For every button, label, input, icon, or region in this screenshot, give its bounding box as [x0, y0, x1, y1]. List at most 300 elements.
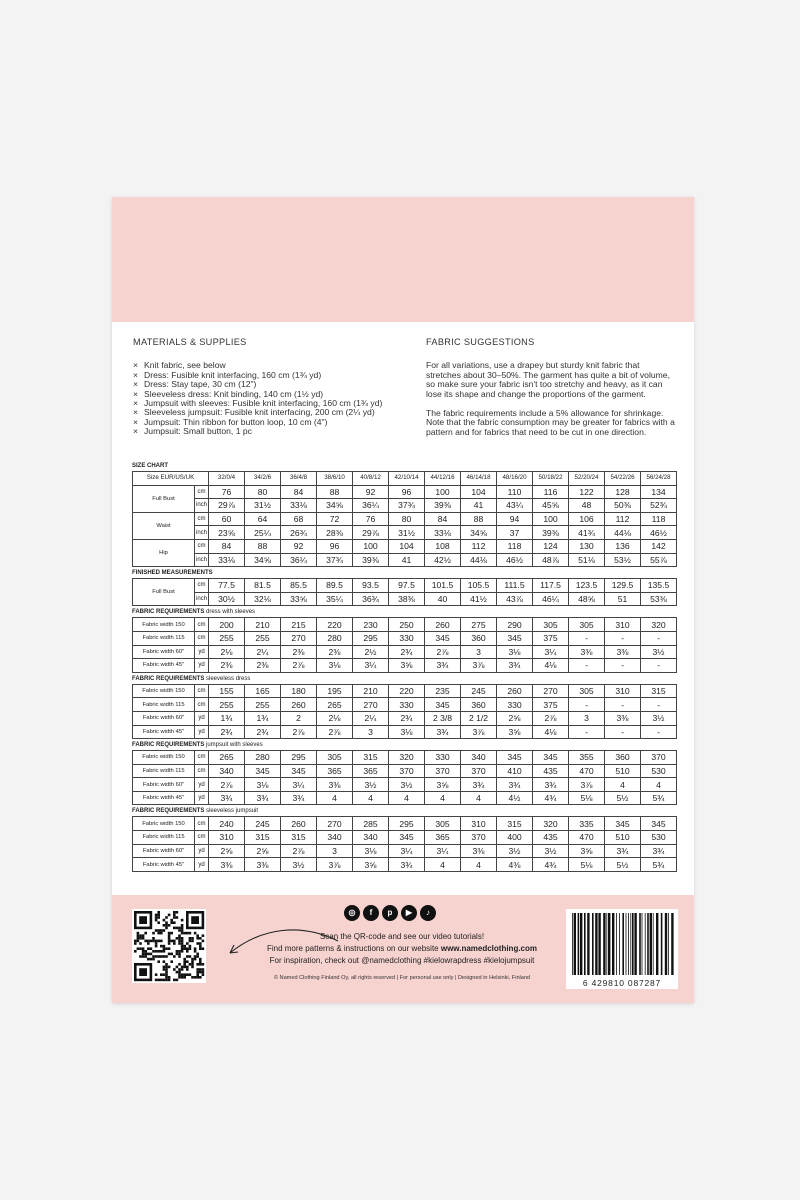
table-cell: 345	[641, 817, 677, 831]
table-cell: -	[641, 698, 677, 712]
fabric-requirements-title-variant: dress with sleeves	[204, 609, 256, 616]
table-cell: 2⅝	[245, 844, 281, 858]
unit-cell: cm	[195, 831, 209, 845]
table-cell: 26¾	[281, 526, 317, 540]
table-cell: 3¾	[497, 778, 533, 792]
table-cell: 135.5	[641, 579, 677, 593]
tiktok-icon[interactable]: ♪	[420, 905, 436, 921]
table-cell: 118	[497, 539, 533, 553]
table-cell: 295	[281, 751, 317, 765]
table-cell: -	[605, 659, 641, 673]
table-cell: 124	[533, 539, 569, 553]
table-cell: 370	[461, 764, 497, 778]
table-cell: 134	[641, 485, 677, 499]
unit-cell: yd	[195, 645, 209, 659]
table-cell: 305	[569, 684, 605, 698]
table-cell: 310	[605, 618, 641, 632]
row-label: Fabric width 150	[133, 751, 195, 765]
qr-code[interactable]	[132, 909, 206, 983]
table-cell: 5½	[605, 858, 641, 872]
table-cell: 3⅛	[389, 725, 425, 739]
table-cell: 3¾	[425, 725, 461, 739]
table-cell: 3¾	[425, 659, 461, 673]
table-cell: 315	[245, 831, 281, 845]
fabric-requirements-title-bold: FABRIC REQUIREMENTS	[132, 808, 205, 815]
table-cell: 38⅜	[389, 592, 425, 606]
unit-cell: cm	[195, 539, 209, 553]
table-cell: 104	[461, 485, 497, 499]
table-cell: 4½	[497, 791, 533, 805]
table-row	[133, 579, 677, 593]
table-cell: 265	[317, 698, 353, 712]
table-cell: 320	[533, 817, 569, 831]
size-header-cell: 32/0/4	[209, 472, 245, 486]
table-cell: 34⅝	[317, 499, 353, 513]
table-cell: 48⅞	[533, 553, 569, 567]
instagram-icon[interactable]: ◎	[344, 905, 360, 921]
website-text-prefix: Find more patterns & instructions on our website	[266, 944, 441, 953]
table-cell: 315	[497, 817, 533, 831]
size-header-label: Size EUR/US/UK	[133, 472, 209, 486]
inspiration-text: For inspiration, check out @namedclothing #kielowrapdress #kielojumpsuit	[269, 956, 535, 965]
table-cell: 345	[425, 698, 461, 712]
table-cell: 96	[389, 485, 425, 499]
table-cell: 340	[317, 831, 353, 845]
table-row	[133, 645, 677, 659]
fabric-requirements-title	[132, 607, 676, 617]
pattern-envelope-back	[112, 197, 694, 1003]
table-cell: 265	[209, 751, 245, 765]
table-cell: 116	[533, 485, 569, 499]
table-cell: 305	[533, 618, 569, 632]
table-cell: 3⅞	[569, 778, 605, 792]
unit-cell: cm	[195, 764, 209, 778]
size-header-cell: 56/24/28	[641, 472, 677, 486]
table-cell: 3⅝	[569, 844, 605, 858]
materials-item-text: Jumpsuit: Thin ribbon for button loop, 10 cm (4")	[144, 416, 328, 427]
fabric-paragraph-1: For all variations, use a drapey but sturdy knit fabric that stretches about 30–50%. The garment has quite a bit of volume, so make sure your fabric isn't too stretchy and heavy, as it can lose its shape and change the proportions of the garment.	[426, 360, 670, 399]
table-row	[133, 592, 677, 606]
fabric-suggestions-heading: FABRIC SUGGESTIONS	[426, 337, 535, 347]
table-cell: -	[569, 659, 605, 673]
table-cell: 3½	[389, 778, 425, 792]
table-cell: 2⅞	[209, 778, 245, 792]
table-cell: 330	[389, 698, 425, 712]
table-cell: 4	[425, 791, 461, 805]
table-cell: 290	[497, 618, 533, 632]
table-cell: 345	[389, 831, 425, 845]
table-cell: 280	[245, 751, 281, 765]
table-cell: 295	[389, 817, 425, 831]
table-cell: 5¾	[641, 858, 677, 872]
table-cell: 220	[317, 618, 353, 632]
table-cell: 100	[425, 485, 461, 499]
table-cell: 3½	[497, 844, 533, 858]
table-cell: -	[641, 631, 677, 645]
table-cell: 35¼	[317, 592, 353, 606]
table-cell: 3⅛	[353, 844, 389, 858]
table-cell: 345	[425, 631, 461, 645]
table-cell: 92	[353, 485, 389, 499]
row-label: Fabric width 115	[133, 698, 195, 712]
table-cell: 235	[425, 684, 461, 698]
table-cell: 111.5	[497, 579, 533, 593]
size-header-cell: 54/22/26	[605, 472, 641, 486]
table-cell: 51	[605, 592, 641, 606]
table-cell: 260	[281, 698, 317, 712]
materials-section	[133, 338, 403, 437]
table-cell: 330	[389, 631, 425, 645]
table-cell: 435	[533, 764, 569, 778]
footer-info	[232, 931, 572, 967]
table-cell: 3⅞	[461, 725, 497, 739]
unit-cell: cm	[195, 631, 209, 645]
table-cell: 375	[533, 631, 569, 645]
table-row	[133, 698, 677, 712]
table-cell: 41	[461, 499, 497, 513]
table-cell: 410	[497, 764, 533, 778]
materials-item-text: Knit fabric, see below	[144, 360, 226, 371]
table-cell: 3¾	[209, 791, 245, 805]
fabric-suggestions-section	[426, 338, 676, 447]
table-row	[133, 817, 677, 831]
table-row	[133, 684, 677, 698]
unit-cell: inch	[195, 553, 209, 567]
table-row	[133, 526, 677, 540]
table-row	[133, 485, 677, 499]
table-cell: 104	[389, 539, 425, 553]
table-cell: 94	[497, 512, 533, 526]
table-cell: 310	[461, 817, 497, 831]
unit-cell: yd	[195, 725, 209, 739]
table-cell: 3⅞	[461, 659, 497, 673]
table-cell: 39⅜	[533, 526, 569, 540]
table-cell: 3¾	[641, 844, 677, 858]
table-cell: 260	[425, 618, 461, 632]
table-cell: 3	[461, 645, 497, 659]
table-cell: 80	[245, 485, 281, 499]
table-cell: 2⅞	[425, 645, 461, 659]
table-cell: 4	[641, 778, 677, 792]
table-row	[133, 553, 677, 567]
unit-cell: yd	[195, 844, 209, 858]
table-cell: 3	[569, 711, 605, 725]
table-cell: 3¼	[389, 844, 425, 858]
table-cell: 370	[425, 764, 461, 778]
table-cell: 345	[245, 764, 281, 778]
table-cell: 100	[353, 539, 389, 553]
table-cell: 37	[497, 526, 533, 540]
table-cell: 33⅛	[281, 499, 317, 513]
table-cell: 3¾	[245, 791, 281, 805]
table-cell: 370	[641, 751, 677, 765]
table-cell: 28⅜	[317, 526, 353, 540]
barcode-bars	[566, 909, 678, 977]
finished-measurements-table	[132, 578, 677, 606]
row-label: Fabric width 115	[133, 764, 195, 778]
table-cell: 100	[533, 512, 569, 526]
table-cell: 85.5	[281, 579, 317, 593]
table-cell: 37¾	[317, 553, 353, 567]
table-cell: 93.5	[353, 579, 389, 593]
table-cell: 2⅜	[317, 645, 353, 659]
finished-measurements-title-bold: FINISHED MEASUREMENTS	[132, 570, 213, 577]
table-cell: 3⅜	[605, 645, 641, 659]
table-cell: 3⅜	[209, 858, 245, 872]
table-cell: 245	[461, 684, 497, 698]
table-cell: 43¼	[497, 499, 533, 513]
table-cell: 375	[533, 698, 569, 712]
fabric-requirements-table	[132, 816, 677, 871]
row-label: Fabric width 60"	[133, 844, 195, 858]
bullet-x-icon: ×	[133, 369, 139, 380]
table-cell: 345	[281, 764, 317, 778]
table-row	[133, 618, 677, 632]
table-cell: 4	[425, 858, 461, 872]
pinterest-icon[interactable]: p	[382, 905, 398, 921]
table-cell: 55⅞	[641, 553, 677, 567]
fabric-paragraph-2: The fabric requirements include a 5% allowance for shrinkage. Note that the fabric consumption may be greater for fabrics with a pattern and for fabrics that need to be cut in one direction.	[426, 408, 675, 437]
table-cell: 5½	[605, 791, 641, 805]
table-cell: 2¼	[353, 711, 389, 725]
table-cell: 30½	[209, 592, 245, 606]
size-header-cell: 36/4/8	[281, 472, 317, 486]
table-cell: 108	[425, 539, 461, 553]
table-cell: -	[605, 725, 641, 739]
table-cell: -	[569, 725, 605, 739]
table-cell: 230	[353, 618, 389, 632]
table-cell: 3⅝	[425, 778, 461, 792]
table-cell: 210	[245, 618, 281, 632]
table-cell: 310	[209, 831, 245, 845]
table-cell: 72	[317, 512, 353, 526]
size-chart-table	[132, 471, 677, 567]
table-row	[133, 512, 677, 526]
fabric-requirements-title-variant: jumpsuit with sleeves	[204, 742, 263, 749]
fabric-requirements-title	[132, 806, 676, 816]
table-cell: 34⅝	[245, 553, 281, 567]
table-cell: 260	[497, 684, 533, 698]
table-cell: 470	[569, 764, 605, 778]
table-cell: 122	[569, 485, 605, 499]
table-cell: 37¾	[389, 499, 425, 513]
youtube-icon[interactable]: ▶	[401, 905, 417, 921]
table-cell: -	[641, 725, 677, 739]
table-row	[133, 499, 677, 513]
materials-item-text: Sleeveless jumpsuit: Fusible knit interfacing, 200 cm (2¼ yd)	[144, 407, 375, 418]
table-cell: 240	[209, 817, 245, 831]
table-cell: 25¼	[245, 526, 281, 540]
row-label: Waist	[133, 512, 195, 539]
table-cell: 305	[317, 751, 353, 765]
table-cell: 40	[425, 592, 461, 606]
table-cell: 2¾	[209, 725, 245, 739]
table-cell: 101.5	[425, 579, 461, 593]
table-cell: 4	[317, 791, 353, 805]
materials-item-text: Dress: Stay tape, 30 cm (12")	[144, 379, 257, 390]
table-cell: 46½	[497, 553, 533, 567]
table-row	[133, 764, 677, 778]
fabric-requirements-table	[132, 684, 677, 739]
table-cell: 3⅜	[317, 778, 353, 792]
table-cell: 112	[605, 512, 641, 526]
table-cell: 3½	[281, 858, 317, 872]
table-cell: -	[569, 631, 605, 645]
bullet-x-icon: ×	[133, 426, 139, 437]
barcode-number: 6 429810 087287	[582, 978, 662, 988]
size-header-cell: 44/12/16	[425, 472, 461, 486]
table-cell: 345	[533, 751, 569, 765]
materials-list	[133, 361, 403, 436]
table-cell: 53⅜	[641, 592, 677, 606]
table-cell: 33⅛	[425, 526, 461, 540]
table-cell: 3	[317, 844, 353, 858]
table-cell: 129.5	[605, 579, 641, 593]
website-text	[232, 943, 572, 955]
row-label: Fabric width 150	[133, 817, 195, 831]
table-cell: 4	[389, 791, 425, 805]
table-cell: 200	[209, 618, 245, 632]
table-cell: 3¾	[605, 844, 641, 858]
table-cell: 305	[569, 618, 605, 632]
materials-item-text: Dress: Fusible knit interfacing, 160 cm (1¾ yd)	[144, 369, 322, 380]
table-cell: 285	[353, 817, 389, 831]
table-cell: 5⅛	[569, 791, 605, 805]
size-header-cell: 42/10/14	[389, 472, 425, 486]
bullet-x-icon: ×	[133, 360, 139, 371]
table-cell: 2⅜	[245, 659, 281, 673]
table-cell: 110	[497, 485, 533, 499]
unit-cell: cm	[195, 512, 209, 526]
row-label: Full Bust	[133, 579, 195, 606]
table-cell: 510	[605, 764, 641, 778]
materials-item	[133, 427, 403, 436]
fabric-requirements-title	[132, 740, 676, 750]
table-cell: 3⅜	[569, 645, 605, 659]
table-cell: 48	[569, 499, 605, 513]
fabric-requirements-title	[132, 674, 676, 684]
table-cell: 43⅞	[497, 592, 533, 606]
bullet-x-icon: ×	[133, 416, 139, 427]
table-cell: 530	[641, 764, 677, 778]
table-cell: 2 1/2	[461, 711, 497, 725]
table-cell: 29⅞	[353, 526, 389, 540]
table-cell: 29⅞	[209, 499, 245, 513]
unit-cell: cm	[195, 817, 209, 831]
unit-cell: inch	[195, 592, 209, 606]
row-label: Fabric width 45"	[133, 659, 195, 673]
fabric-requirements-title-bold: FABRIC REQUIREMENTS	[132, 742, 205, 749]
table-cell: 255	[245, 698, 281, 712]
row-label: Fabric width 45"	[133, 858, 195, 872]
table-cell: 36¼	[281, 553, 317, 567]
table-cell: 360	[605, 751, 641, 765]
table-row	[133, 659, 677, 673]
table-cell: -	[641, 659, 677, 673]
table-cell: 315	[281, 831, 317, 845]
table-cell: 3¼	[533, 645, 569, 659]
unit-cell: yd	[195, 791, 209, 805]
table-cell: 3	[353, 725, 389, 739]
table-cell: 3¾	[281, 791, 317, 805]
table-cell: 60	[209, 512, 245, 526]
table-row	[133, 725, 677, 739]
table-cell: 84	[425, 512, 461, 526]
table-cell: 270	[317, 817, 353, 831]
table-cell: 3¾	[533, 778, 569, 792]
table-cell: 97.5	[389, 579, 425, 593]
unit-cell: cm	[195, 579, 209, 593]
table-row	[133, 844, 677, 858]
table-cell: 305	[425, 817, 461, 831]
materials-item-text: Jumpsuit: Small button, 1 pc	[144, 426, 252, 437]
table-cell: 1¾	[209, 711, 245, 725]
fabric-requirements-title-variant: sleeveless jumpsuit	[204, 808, 259, 815]
table-row	[133, 778, 677, 792]
table-cell: 45⅝	[533, 499, 569, 513]
table-cell: 155	[209, 684, 245, 698]
table-cell: 2	[281, 711, 317, 725]
table-cell: 4⅛	[533, 659, 569, 673]
table-row	[133, 751, 677, 765]
table-cell: 2⅞	[281, 659, 317, 673]
table-cell: 3½	[353, 778, 389, 792]
fabric-requirements-title-bold: FABRIC REQUIREMENTS	[132, 609, 205, 616]
table-cell: 4	[605, 778, 641, 792]
table-cell: 365	[317, 764, 353, 778]
table-cell: 260	[281, 817, 317, 831]
table-cell: 112	[461, 539, 497, 553]
table-cell: 50⅜	[605, 499, 641, 513]
table-cell: 41¾	[569, 526, 605, 540]
unit-cell: cm	[195, 485, 209, 499]
table-cell: 245	[245, 817, 281, 831]
facebook-icon[interactable]: f	[363, 905, 379, 921]
table-cell: 3¼	[425, 844, 461, 858]
scan-text: Scan the QR-code and see our video tutorials!	[319, 932, 485, 941]
table-cell: 2½	[353, 645, 389, 659]
copyright-text: © Named Clothing Finland Oy, all rights reserved | For personal use only | Designed in Helsinki, Finland	[273, 975, 531, 981]
barcode	[566, 909, 678, 989]
table-cell: 4	[461, 791, 497, 805]
size-header-cell: 52/20/24	[569, 472, 605, 486]
table-cell: 2⅛	[209, 645, 245, 659]
unit-cell: inch	[195, 499, 209, 513]
table-cell: 39⅜	[353, 553, 389, 567]
table-cell: 2⅝	[209, 844, 245, 858]
table-cell: 320	[641, 618, 677, 632]
unit-cell: cm	[195, 698, 209, 712]
row-label: Fabric width 60"	[133, 645, 195, 659]
table-cell: 96	[317, 539, 353, 553]
table-cell: 3⅝	[389, 659, 425, 673]
table-row	[133, 539, 677, 553]
table-cell: 220	[389, 684, 425, 698]
unit-cell: yd	[195, 711, 209, 725]
table-cell: 136	[605, 539, 641, 553]
fabric-requirements-title-bold: FABRIC REQUIREMENTS	[132, 675, 205, 682]
website-link[interactable]: www.namedclothing.com	[440, 944, 537, 953]
table-cell: -	[605, 698, 641, 712]
table-cell: 42½	[425, 553, 461, 567]
row-label: Fabric width 150	[133, 684, 195, 698]
table-cell: 34⅝	[461, 526, 497, 540]
size-header-cell: 50/18/22	[533, 472, 569, 486]
table-cell: 3⅛	[317, 659, 353, 673]
table-cell: 130	[569, 539, 605, 553]
table-cell: 275	[461, 618, 497, 632]
table-cell: 315	[353, 751, 389, 765]
